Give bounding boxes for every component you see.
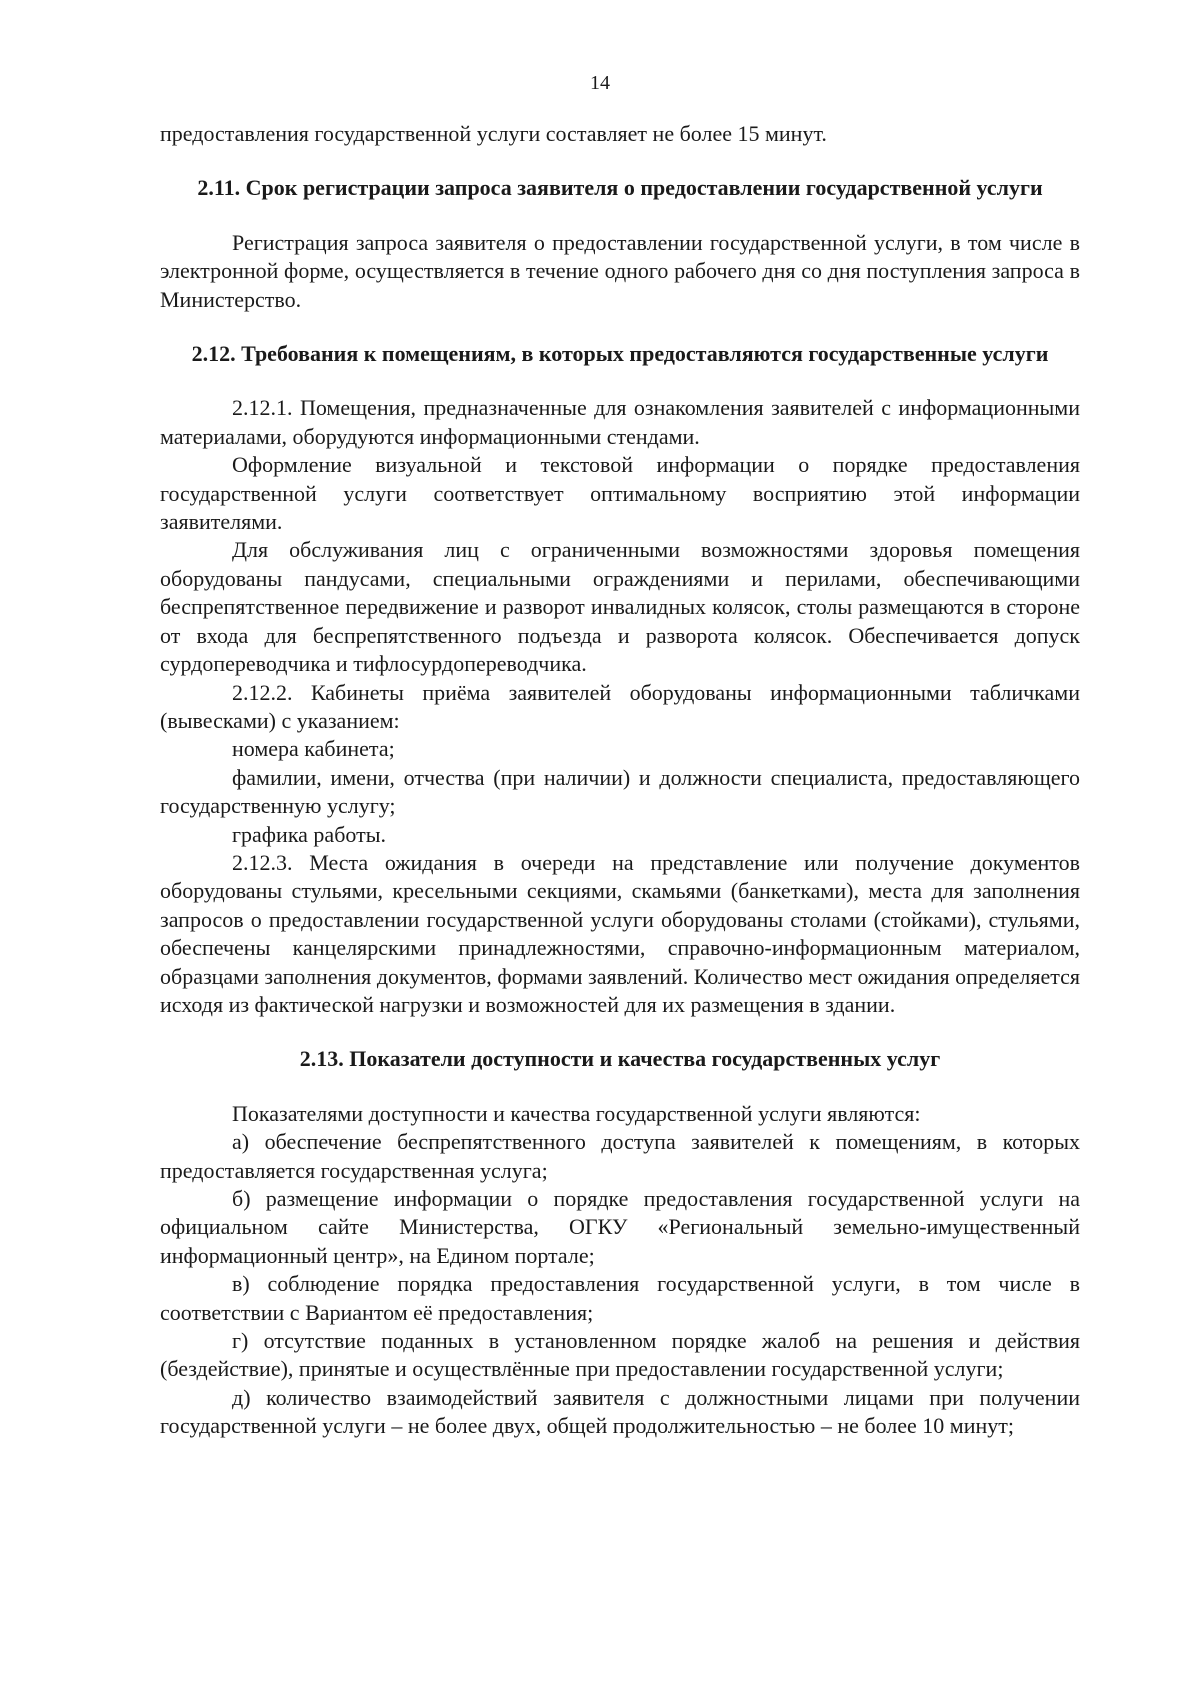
- section-2-12-paragraph: 2.12.3. Места ожидания в очереди на представление или получение документов оборудованы стульями, кресельными секциями, скамьями (банкетками), места для заполнения запросов о предоставлении государственной услуги оборудованы столами (стойками), стульями, обеспечены канцелярскими принадлежностями, справочно-информационным материалом, образцами заполнения документов, формами заявлений. Количество мест ожидания определяется исходя из фактической нагрузки и возможностей для их размещения в здании.: [160, 849, 1080, 1017]
- section-2-13-paragraph: Показателями доступности и качества государственной услуги являются:: [232, 1100, 921, 1126]
- section-2-12-title: 2.12. Требования к помещениям, в которых предоставляются государственные услуги: [191, 341, 1049, 367]
- section-2-12-list-item: фамилии, имени, отчества (при наличии) и должности специалиста, предоставляющего государственную услугу;: [160, 764, 1080, 819]
- section-2-12-paragraph: Оформление визуальной и текстовой информации о порядке предоставления государственной услуги соответствует оптимальному восприятию этой информации заявителями.: [160, 452, 1080, 535]
- section-2-13-title: 2.13. Показатели доступности и качества государственных услуг: [299, 1046, 941, 1072]
- section-2-11-paragraph: Регистрация запроса заявителя о предоставлении государственной услуги, в том числе в электронной форме, осуществляется в течение одного рабочего дня со дня поступления запроса в Министерство.: [160, 229, 1080, 312]
- section-2-13-list-item: в) соблюдение порядка предоставления государственной услуги, в том числе в соответствии с Вариантом её предоставления;: [160, 1271, 1080, 1325]
- section-2-12-paragraph: Для обслуживания лиц с ограниченными возможностями здоровья помещения оборудованы пандусами, специальными ограждениями и перилами, обеспечивающими беспрепятственное передвижение и разворот инвалидных колясок, столы размещаются в стороне от входа для беспрепятственного подъезда и разворота колясок. Обеспечивается допуск сурдопереводчика и тифлосурдопереводчика.: [160, 537, 1080, 677]
- section-2-13-list-item: д) количество взаимодействий заявителя с должностными лицами при получении государственной услуги – не более двух, общей продолжительностью – не более 10 минут;: [160, 1384, 1080, 1439]
- section-2-12-paragraph: 2.12.1. Помещения, предназначенные для ознакомления заявителей с информационными материалами, оборудуются информационными стендами.: [160, 395, 1080, 449]
- section-2-11-title: 2.11. Срок регистрации запроса заявителя о предоставлении государственной услуги: [197, 175, 1043, 201]
- section-2-12-list-item: номера кабинета;: [232, 736, 395, 762]
- section-2-12-list-item: графика работы.: [232, 821, 386, 847]
- section-2-12-paragraph: 2.12.2. Кабинеты приёма заявителей оборудованы информационными табличками (вывесками) с указанием:: [160, 679, 1080, 733]
- page-number: 14: [590, 72, 610, 94]
- page-content: [160, 120, 1080, 1441]
- intro-line: предоставления государственной услуги составляет не более 15 минут.: [160, 121, 827, 146]
- section-2-13-list-item: б) размещение информации о порядке предоставления государственной услуги на официальном сайте Министерства, ОГКУ «Региональный земельно-имущественный информационный центр», на Едином портале;: [160, 1186, 1080, 1268]
- section-2-13-list-item: г) отсутствие поданных в установленном порядке жалоб на решения и действия (бездействие), принятые и осуществлённые при предоставлении государственной услуги;: [160, 1328, 1080, 1382]
- section-2-13-list-item: а) обеспечение беспрепятственного доступа заявителей к помещениям, в которых предоставляется государственная услуга;: [160, 1129, 1080, 1183]
